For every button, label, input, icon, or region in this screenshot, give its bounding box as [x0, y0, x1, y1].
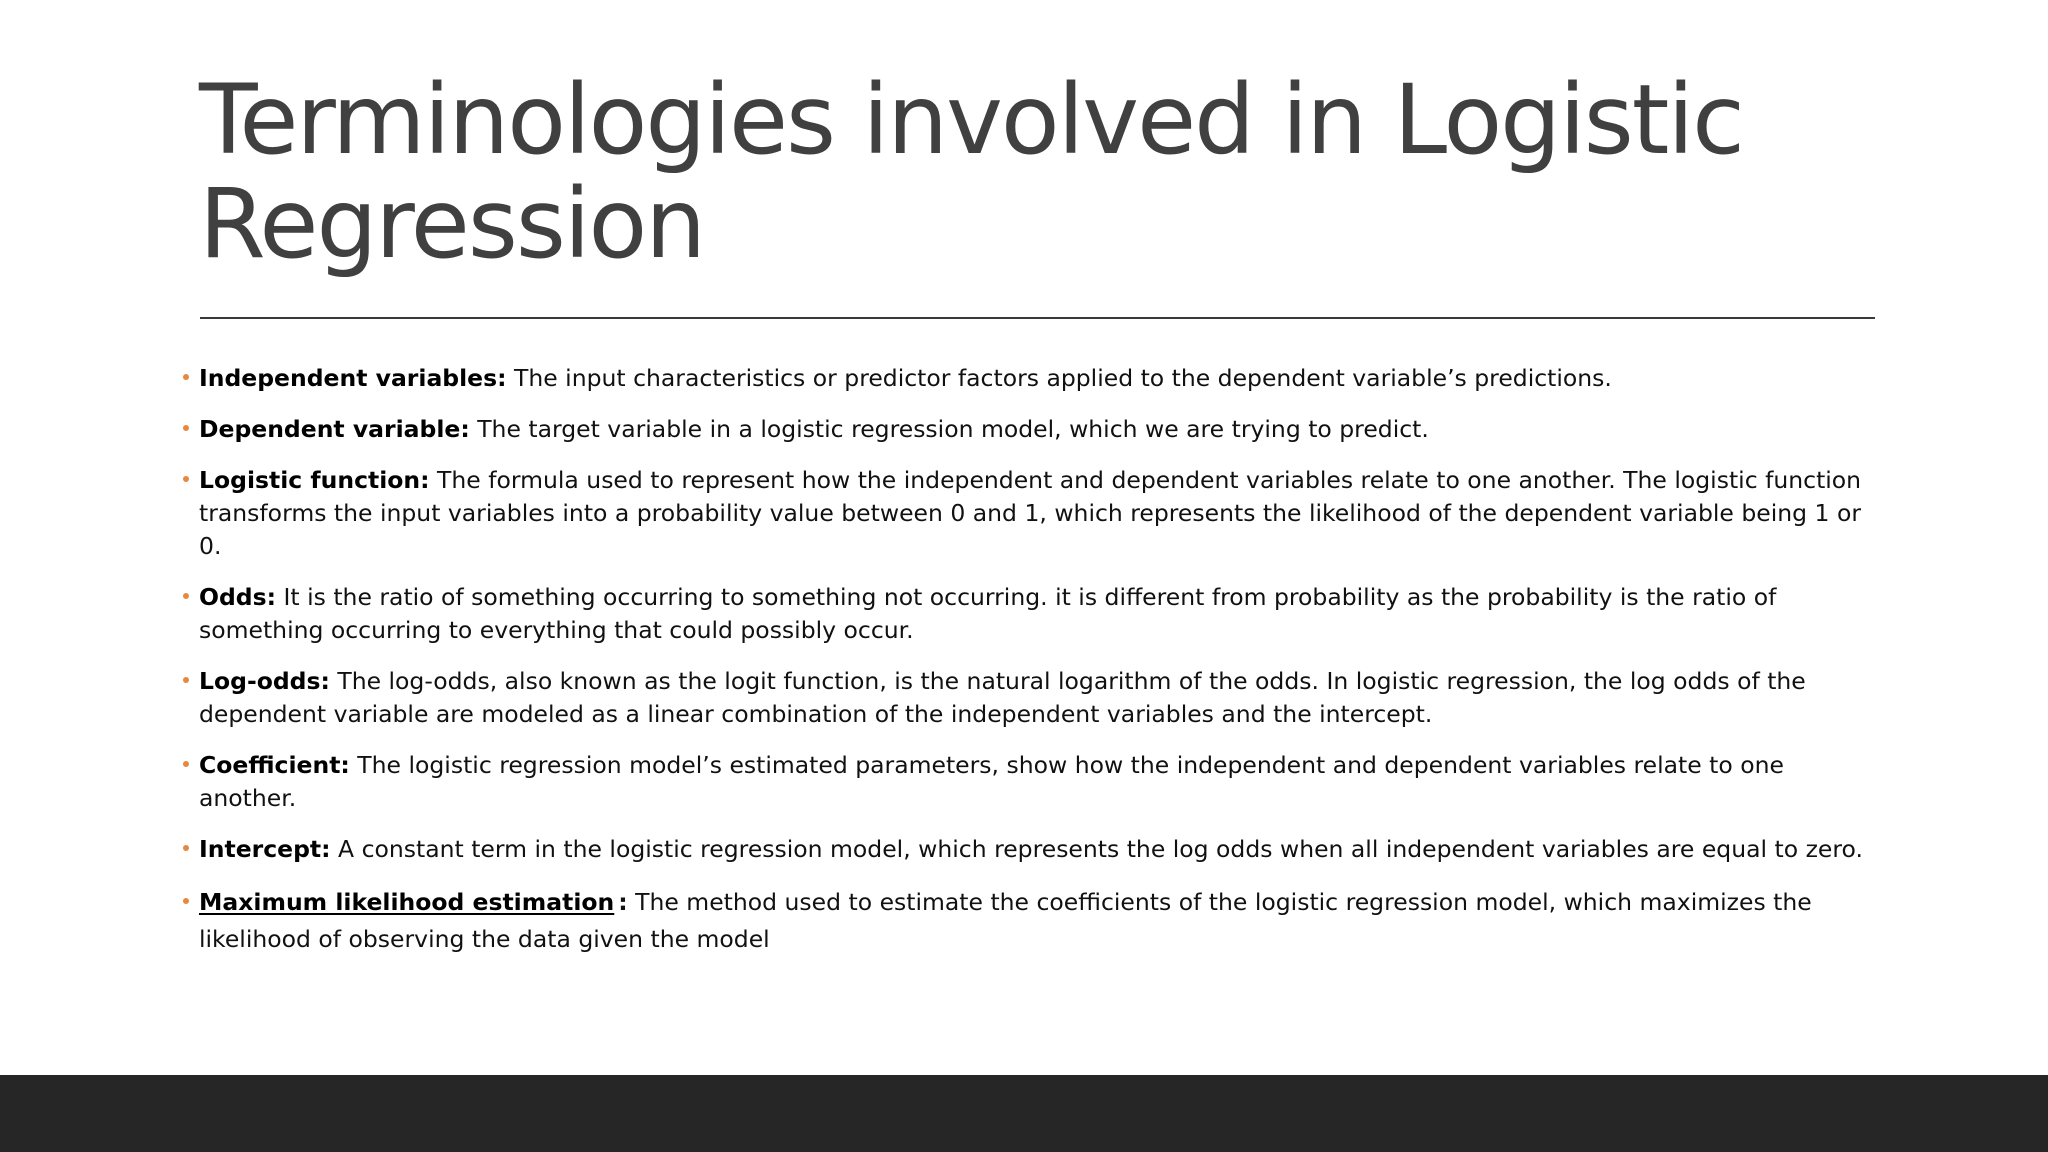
bullet-term: Odds:: [199, 583, 277, 611]
bullet-logistic-function: [199, 464, 1879, 563]
bullet-dot-icon: [183, 845, 189, 851]
bullet-dot-icon: [183, 476, 189, 482]
bullet-text: The formula used to represent how the independent and dependent variables relate to one another. The logistic function transforms the input variables into a probability value between 0 and 1, which represents the likelihood of the dependent variable being 1 or 0.: [199, 466, 1862, 560]
bullet-odds: [199, 581, 1879, 647]
bullet-term: Logistic function:: [199, 466, 430, 494]
title-divider: [200, 317, 1875, 319]
bullet-dot-icon: [183, 593, 189, 599]
bullet-maximum-likelihood-estimation: [199, 884, 1879, 958]
bullet-text: The input characteristics or predictor factors applied to the dependent variable’s predictions.: [506, 364, 1612, 392]
bullet-text: The target variable in a logistic regression model, which we are trying to predict.: [469, 415, 1429, 443]
bullet-list: [199, 362, 1879, 976]
bullet-term-link[interactable]: Maximum likelihood estimation: [199, 888, 615, 916]
bullet-term: Dependent variable:: [199, 415, 470, 443]
bullet-text: The method used to estimate the coefficients of the logistic regression model, which maximizes the likelihood of observing the data given the model: [199, 888, 1812, 953]
bullet-text: The logistic regression model’s estimated parameters, show how the independent and dependent variables relate to one another.: [199, 751, 1784, 812]
bullet-dot-icon: [183, 374, 189, 380]
bullet-text: A constant term in the logistic regression model, which represents the log odds when all independent variables are equal to zero.: [330, 835, 1863, 863]
bullet-intercept: [199, 833, 1879, 866]
bullet-term: Log-odds:: [199, 667, 330, 695]
bullet-text: The log-odds, also known as the logit function, is the natural logarithm of the odds. In logistic regression, the log odds of the dependent variable are modeled as a linear combination of the independent variables and the intercept.: [199, 667, 1806, 728]
bullet-coefficient: [199, 749, 1879, 815]
bullet-dot-icon: [183, 761, 189, 767]
bullet-log-odds: [199, 665, 1879, 731]
bullet-term: Independent variables:: [199, 364, 507, 392]
bullet-text: It is the ratio of something occurring to something not occurring. it is different from probability as the probability is the ratio of something occurring to everything that could possibly occur.: [199, 583, 1777, 644]
footer-bar: [0, 1075, 2048, 1152]
bullet-term: Coefficient:: [199, 751, 350, 779]
bullet-dot-icon: [183, 898, 189, 904]
bullet-dot-icon: [183, 677, 189, 683]
bullet-dependent-variable: [199, 413, 1879, 446]
bullet-term-colon: :: [618, 888, 628, 916]
bullet-dot-icon: [183, 425, 189, 431]
bullet-independent-variables: [199, 362, 1879, 395]
bullet-term: Intercept:: [199, 835, 331, 863]
slide-title: Terminologies involved in Logistic Regression: [199, 64, 1743, 280]
